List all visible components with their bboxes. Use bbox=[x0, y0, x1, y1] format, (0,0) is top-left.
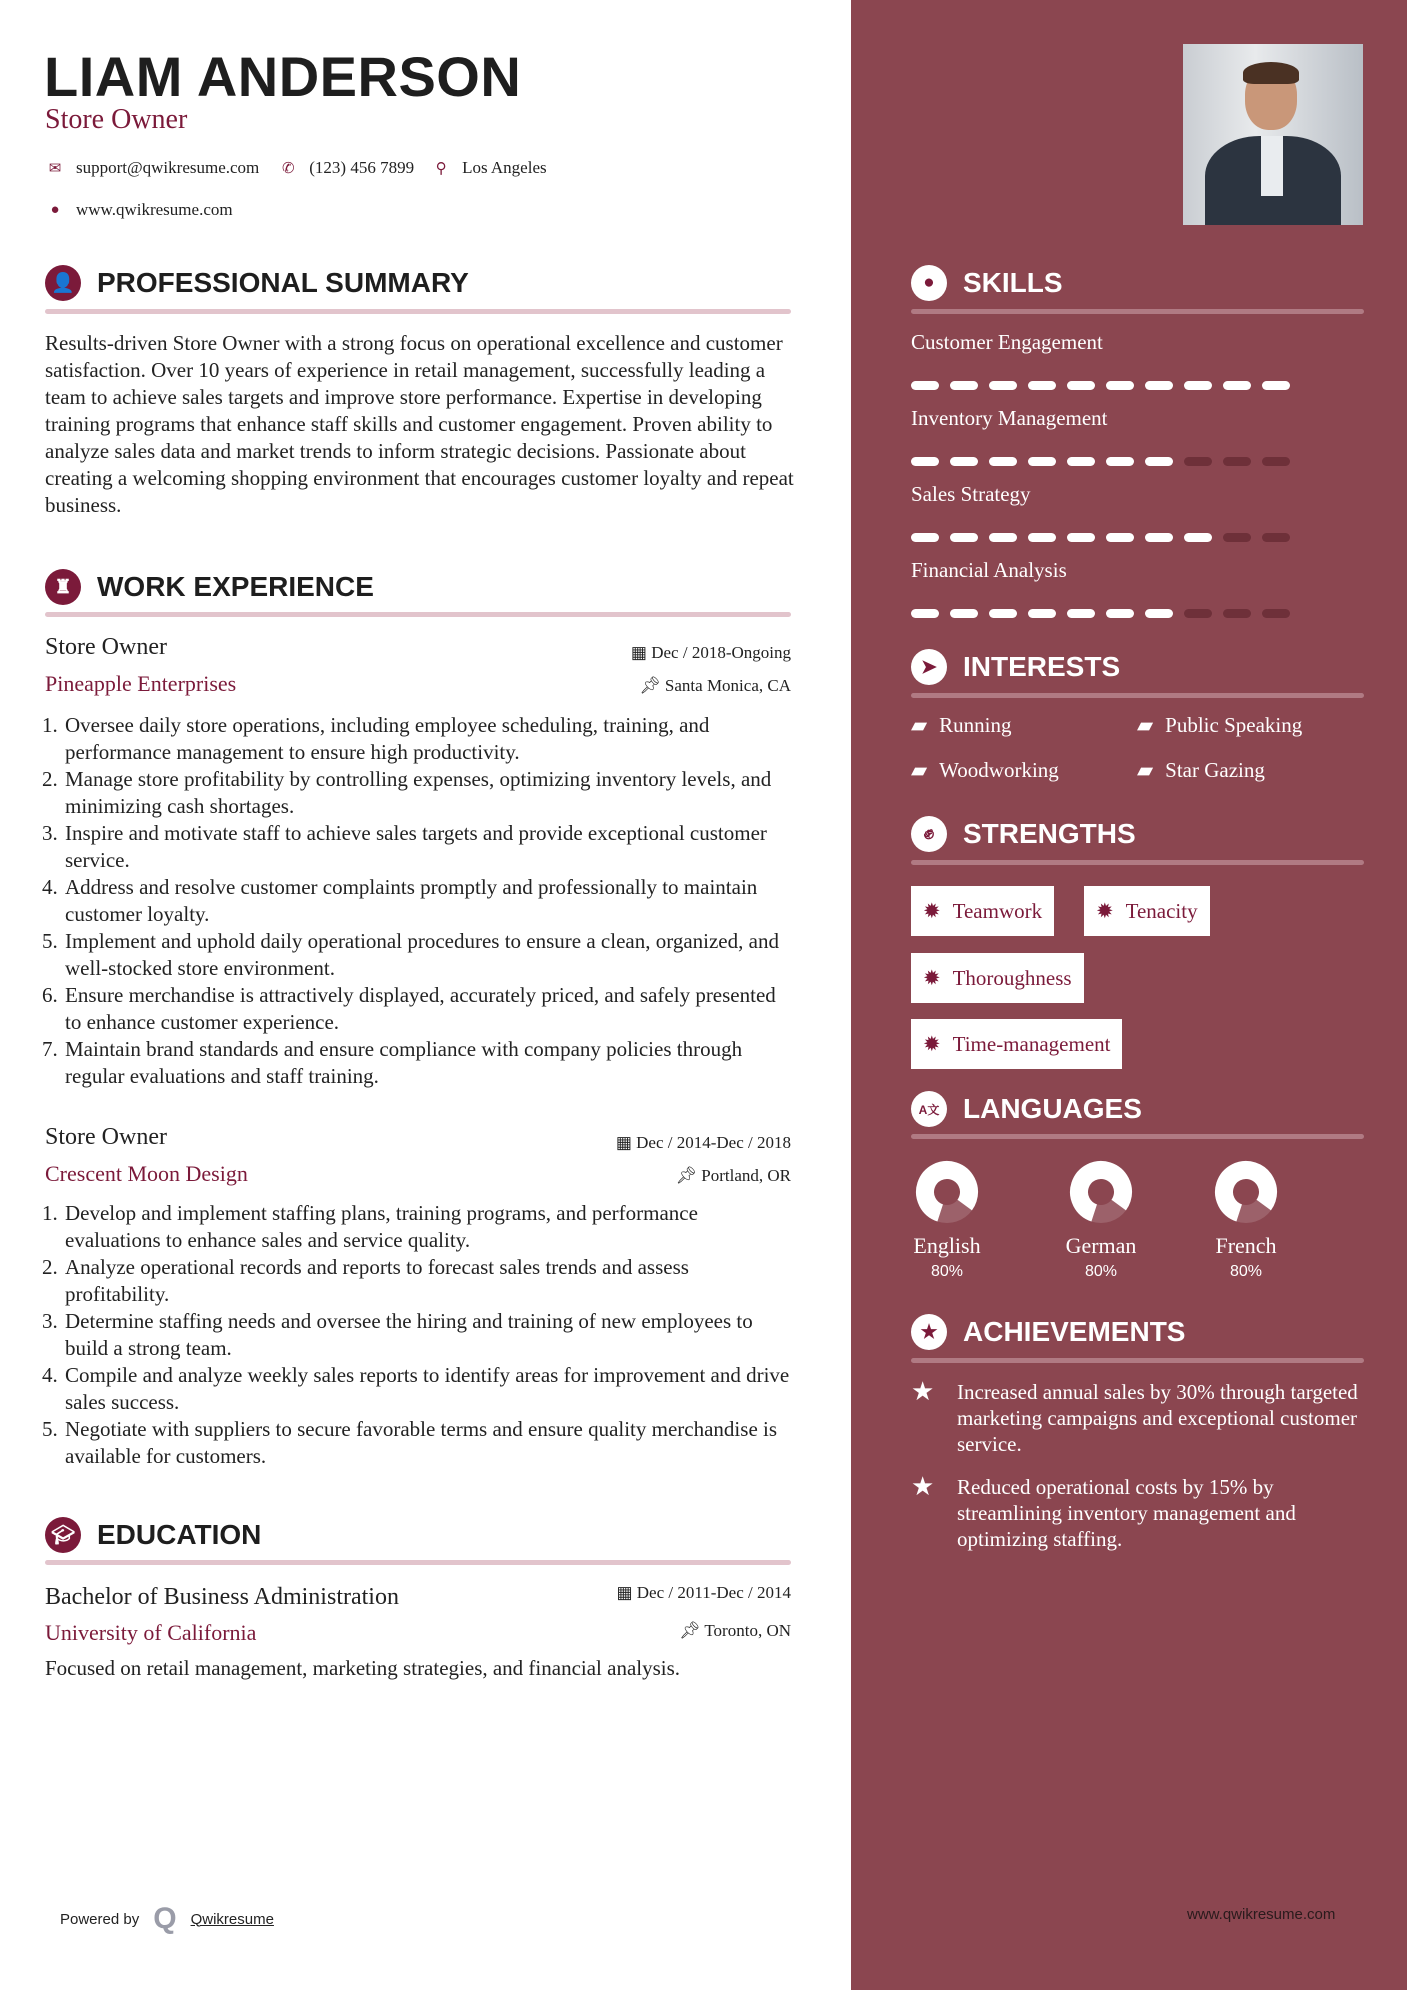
interest-item: ▰ Star Gazing bbox=[1137, 758, 1265, 782]
skill-name: Sales Strategy bbox=[911, 482, 1031, 506]
divider bbox=[911, 860, 1364, 865]
pin-icon: 📌︎ bbox=[675, 1166, 702, 1185]
envelope-icon: ✉ bbox=[48, 160, 62, 177]
skill-level-dash bbox=[1184, 533, 1212, 542]
phone-icon: ✆ bbox=[281, 160, 295, 177]
star-icon: ★ bbox=[911, 1314, 947, 1350]
skill-name: Customer Engagement bbox=[911, 330, 1103, 354]
education-description: Focused on retail management, marketing strategies, and financial analysis. bbox=[45, 1656, 681, 1680]
candidate-name: LIAM ANDERSON bbox=[44, 45, 522, 108]
interest-item: ▰ Public Speaking bbox=[1137, 713, 1303, 737]
language-item bbox=[1191, 1160, 1301, 1281]
list-item: 6. Ensure merchandise is attractively displayed, accurately priced, and safely presented to enhance customer experience. bbox=[63, 982, 795, 1036]
skills-heading: ● SKILLS bbox=[911, 265, 1063, 301]
skill-level-dash bbox=[911, 381, 939, 390]
badge-icon: ✹ bbox=[923, 965, 941, 990]
divider bbox=[45, 612, 791, 617]
skill-level-dash bbox=[1067, 609, 1095, 618]
job-title: Store Owner bbox=[45, 634, 167, 660]
language-name: German bbox=[1065, 1233, 1137, 1258]
candidate-title: Store Owner bbox=[45, 104, 188, 135]
skill-level-dash bbox=[1184, 609, 1212, 618]
skill-level-dash bbox=[989, 381, 1017, 390]
skill-level-dash bbox=[1106, 457, 1134, 466]
skill-level-dash bbox=[1028, 381, 1056, 390]
skill-level-dash bbox=[1145, 533, 1173, 542]
skill-level-dash bbox=[989, 609, 1017, 618]
graduate-icon: 🎓︎ bbox=[45, 1517, 81, 1553]
achievement-item: ★ Reduced operational costs by 15% by streamlining inventory management and optimizing staffing. bbox=[911, 1472, 1296, 1551]
language-percent: 80% bbox=[930, 1263, 964, 1280]
skill-level-dash bbox=[1223, 609, 1251, 618]
book-icon: ▰ bbox=[1137, 758, 1154, 782]
skill-level-dash bbox=[1145, 457, 1173, 466]
language-item bbox=[892, 1160, 1002, 1281]
list-item: 7. Maintain brand standards and ensure compliance with company policies through regular evaluations and staff training. bbox=[63, 1036, 795, 1090]
skill-name: Financial Analysis bbox=[911, 558, 1067, 582]
interest-item: ▰ Running bbox=[911, 713, 1012, 737]
skill-level-dash bbox=[1223, 533, 1251, 542]
shooting-star-icon: ★ bbox=[911, 1472, 935, 1501]
powered-by bbox=[60, 1902, 274, 1936]
degree: Bachelor of Business Administration bbox=[45, 1584, 399, 1610]
book-icon: ▰ bbox=[1137, 713, 1154, 737]
strength-chip: ✹ Tenacity bbox=[1084, 886, 1210, 936]
list-item: 5. Negotiate with suppliers to secure favorable terms and ensure quality merchandise is available for customers. bbox=[63, 1416, 795, 1470]
skill-level-dash bbox=[911, 609, 939, 618]
skill-level-bar bbox=[911, 609, 1290, 618]
pin-icon: 📌︎ bbox=[678, 1621, 705, 1640]
list-item: 3. Determine staffing needs and oversee the hiring and training of new employees to build a strong team. bbox=[63, 1308, 795, 1362]
interest-item: ▰ Woodworking bbox=[911, 758, 1059, 782]
skill-level-dash bbox=[1028, 609, 1056, 618]
skill-level-dash bbox=[1106, 609, 1134, 618]
job-company: Crescent Moon Design bbox=[45, 1161, 248, 1186]
summary-text: Results-driven Store Owner with a strong focus on operational excellence and customer satisfaction. Over 10 years of experience in retail management, successfully leading a team to achieve sales targets and improve store performance. Expertise in developing training programs that enhance staff skills and customer engagement. Proven ability to analyze sales data and market trends to inform strategic decisions. Passionate about creating a welcoming shopping environment that encourages customer loyalty and repeat business. bbox=[45, 331, 794, 517]
divider bbox=[911, 693, 1364, 698]
skill-level-dash bbox=[950, 609, 978, 618]
job-title: Store Owner bbox=[45, 1124, 167, 1150]
skill-level-dash bbox=[1184, 457, 1212, 466]
list-item: 5. Implement and uphold daily operational procedures to ensure a clean, organized, and well-stocked store environment. bbox=[63, 928, 795, 982]
divider bbox=[911, 1358, 1364, 1363]
skill-level-dash bbox=[1067, 381, 1095, 390]
book-icon: ▰ bbox=[911, 713, 928, 737]
calendar-icon: ▦ bbox=[616, 1583, 637, 1602]
school: University of California bbox=[45, 1620, 257, 1645]
language-name: English bbox=[913, 1233, 981, 1258]
skill-level-dash bbox=[1223, 457, 1251, 466]
skill-level-dash bbox=[1145, 381, 1173, 390]
badge-icon: ✹ bbox=[923, 898, 941, 923]
language-percent: 80% bbox=[1084, 1263, 1118, 1280]
strength-chip: ✹ Teamwork bbox=[911, 886, 1054, 936]
interests-heading: ➤ INTERESTS bbox=[911, 649, 1120, 685]
paper-plane-icon: ➤ bbox=[911, 649, 947, 685]
list-item: 4. Compile and analyze weekly sales reports to identify areas for improvement and drive sales success. bbox=[63, 1362, 795, 1416]
summary-heading: 👤 PROFESSIONAL SUMMARY bbox=[45, 265, 469, 301]
skill-level-dash bbox=[950, 457, 978, 466]
skill-level-dash bbox=[1106, 533, 1134, 542]
skill-level-dash bbox=[1262, 457, 1290, 466]
qwikresume-logo-icon: Q bbox=[153, 1902, 177, 1935]
location: Los Angeles bbox=[462, 158, 547, 177]
fist-icon: ✊︎ bbox=[911, 816, 947, 852]
skill-level-dash bbox=[989, 457, 1017, 466]
experience-heading: ♜ WORK EXPERIENCE bbox=[45, 569, 374, 605]
website-row bbox=[44, 200, 233, 220]
calendar-icon: ▦ bbox=[615, 1133, 637, 1152]
divider bbox=[911, 309, 1364, 314]
education-heading: 🎓︎ EDUCATION bbox=[45, 1517, 261, 1553]
user-icon: 👤 bbox=[45, 265, 81, 301]
pin-icon: 📌︎ bbox=[639, 676, 665, 695]
language-name: French bbox=[1215, 1233, 1277, 1258]
list-item: 4. Address and resolve customer complaints promptly and professionally to maintain customer loyalty. bbox=[63, 874, 795, 928]
globe-icon: ● bbox=[50, 201, 60, 218]
contact-row bbox=[44, 158, 547, 178]
strength-chip: ✹ Time-management bbox=[911, 1019, 1122, 1069]
skill-level-dash bbox=[911, 457, 939, 466]
job-location: 📌︎ Portland, OR bbox=[675, 1166, 791, 1185]
skill-level-dash bbox=[1106, 381, 1134, 390]
skill-level-dash bbox=[950, 533, 978, 542]
skill-level-dash bbox=[1028, 457, 1056, 466]
email[interactable]: support@qwikresume.com bbox=[76, 158, 260, 177]
lightbulb-icon: ● bbox=[911, 265, 947, 301]
phone: (123) 456 7899 bbox=[309, 158, 415, 177]
translate-icon: A文 bbox=[911, 1091, 947, 1127]
achievements-heading: ★ ACHIEVEMENTS bbox=[911, 1314, 1185, 1350]
achievement-item: ★ Increased annual sales by 30% through targeted marketing campaigns and exceptional customer service. bbox=[911, 1377, 1358, 1456]
list-item: 1. Oversee daily store operations, including employee scheduling, training, and performance management to ensure high productivity. bbox=[63, 712, 795, 766]
skill-level-dash bbox=[1223, 381, 1251, 390]
job-dates: ▦ Dec / 2014-Dec / 2018 bbox=[615, 1133, 791, 1152]
badge-icon: ✹ bbox=[923, 1031, 941, 1056]
language-donut bbox=[915, 1160, 979, 1224]
skill-level-bar bbox=[911, 381, 1290, 390]
list-item: 2. Analyze operational records and reports to forecast sales trends and assess profitability. bbox=[63, 1254, 795, 1308]
skill-level-dash bbox=[911, 533, 939, 542]
divider bbox=[911, 1134, 1364, 1139]
skill-level-dash bbox=[1028, 533, 1056, 542]
language-donut bbox=[1214, 1160, 1278, 1224]
list-item: 3. Inspire and motivate staff to achieve sales targets and provide exceptional customer service. bbox=[63, 820, 795, 874]
job-company: Pineapple Enterprises bbox=[45, 671, 237, 696]
skill-level-dash bbox=[950, 381, 978, 390]
job-location: 📌︎ Santa Monica, CA bbox=[639, 676, 791, 695]
skill-name: Inventory Management bbox=[911, 406, 1108, 430]
calendar-icon: ▦ bbox=[630, 643, 652, 662]
skill-level-bar bbox=[911, 457, 1290, 466]
divider bbox=[45, 309, 791, 314]
languages-heading: A文 LANGUAGES bbox=[911, 1091, 1142, 1127]
map-pin-icon: ⚲ bbox=[435, 160, 447, 177]
office-chair-icon: ♜ bbox=[45, 569, 81, 605]
qwikresume-link[interactable]: Qwikresume bbox=[190, 1910, 274, 1928]
skill-level-dash bbox=[1184, 381, 1212, 390]
skill-level-dash bbox=[1067, 533, 1095, 542]
job-responsibilities bbox=[45, 1200, 795, 1470]
book-icon: ▰ bbox=[911, 758, 928, 782]
language-donut bbox=[1069, 1160, 1133, 1224]
skill-level-dash bbox=[989, 533, 1017, 542]
education-location: 📌︎ Toronto, ON bbox=[678, 1621, 791, 1640]
badge-icon: ✹ bbox=[1096, 898, 1114, 923]
powered-by-label: Powered by bbox=[60, 1910, 140, 1928]
shooting-star-icon: ★ bbox=[911, 1377, 935, 1406]
strength-chip: ✹ Thoroughness bbox=[911, 953, 1084, 1003]
skill-level-dash bbox=[1262, 381, 1290, 390]
skill-level-dash bbox=[1067, 457, 1095, 466]
footer-website[interactable]: www.qwikresume.com bbox=[1187, 1906, 1336, 1923]
language-item bbox=[1046, 1160, 1156, 1281]
skill-level-dash bbox=[1145, 609, 1173, 618]
language-percent: 80% bbox=[1229, 1263, 1263, 1280]
skill-level-dash bbox=[1262, 533, 1290, 542]
job-responsibilities bbox=[45, 712, 795, 1090]
skill-level-dash bbox=[1262, 609, 1290, 618]
divider bbox=[45, 1560, 791, 1565]
website[interactable]: www.qwikresume.com bbox=[76, 200, 233, 219]
list-item: 2. Manage store profitability by controlling expenses, optimizing inventory levels, and minimizing cash shortages. bbox=[63, 766, 795, 820]
strengths-heading: ✊︎ STRENGTHS bbox=[911, 816, 1136, 852]
education-dates: ▦ Dec / 2011-Dec / 2014 bbox=[616, 1583, 791, 1602]
profile-photo bbox=[1183, 44, 1363, 225]
job-dates: ▦ Dec / 2018-Ongoing bbox=[630, 643, 791, 662]
skill-level-bar bbox=[911, 533, 1290, 542]
list-item: 1. Develop and implement staffing plans, training programs, and performance evaluations to enhance sales and service quality. bbox=[63, 1200, 795, 1254]
